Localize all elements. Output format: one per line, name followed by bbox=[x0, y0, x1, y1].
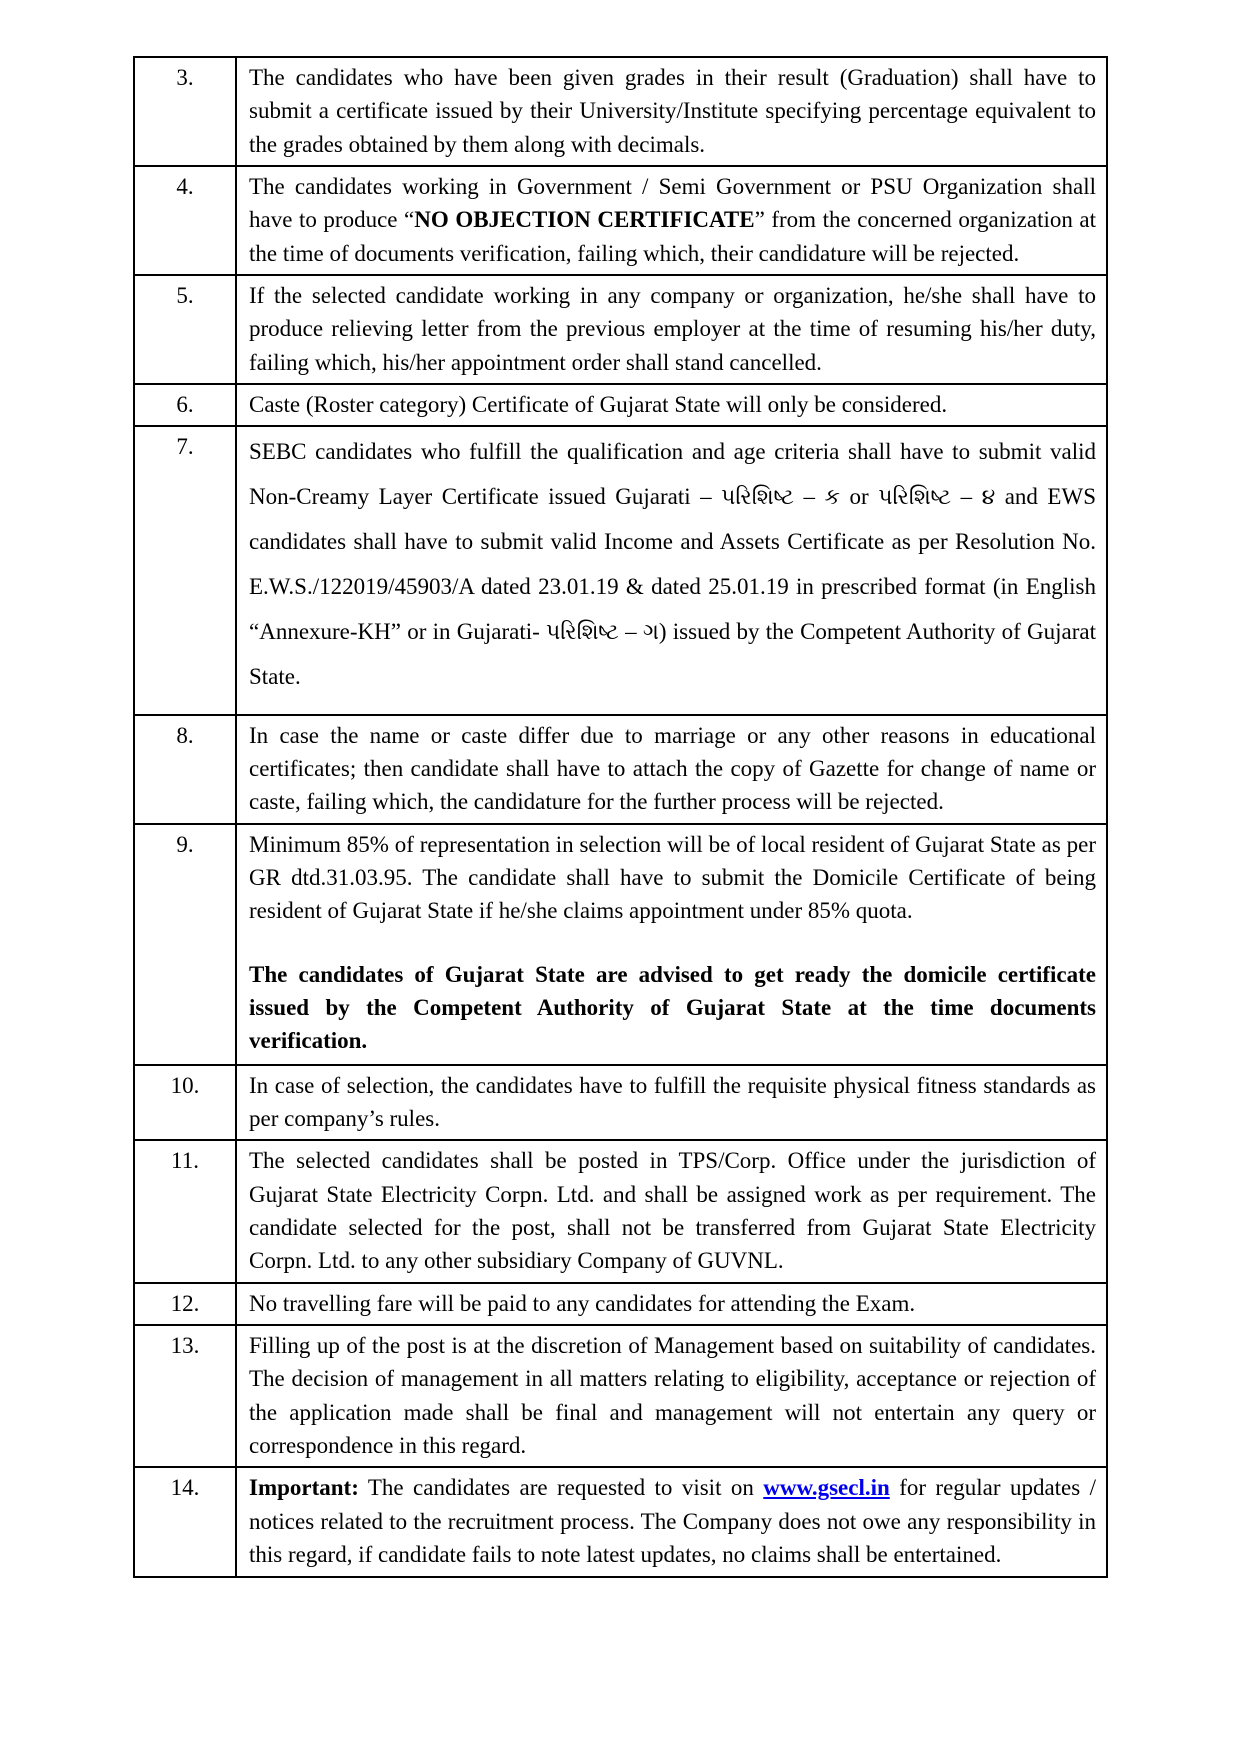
table-row-4 bbox=[134, 166, 1107, 275]
text-segment: – bbox=[793, 484, 825, 510]
text-segment: The candidates who have been given grades in their result (Graduation) shall have to submit a certificate issued by their University/Institute specifying percentage equivalent to the grades obtained by them along with decimals. bbox=[249, 65, 1096, 157]
row-number: 12. bbox=[170, 1290, 200, 1316]
text-segment: The candidates are requested to visit on bbox=[358, 1475, 764, 1501]
row-text-cell bbox=[236, 1325, 1107, 1467]
text-segment: and EWS candidates shall have to submit valid Income and Assets Certificate as per Resolution No. E.W.S./122019/45903/A dated 23.01.19 & dated 25.01.19 in prescribed format (in English “Annexure-KH” or in Gujarati- bbox=[249, 484, 1096, 644]
row-text-cell bbox=[236, 275, 1107, 384]
gujarati-text: પરિશિષ્ટ bbox=[721, 485, 794, 511]
row-number-cell bbox=[134, 1140, 236, 1282]
row-number: 9. bbox=[176, 831, 194, 857]
domicile-advice-bold-note bbox=[249, 958, 1096, 1058]
gujarati-text: ગ bbox=[642, 619, 659, 645]
table-row-3 bbox=[134, 57, 1107, 166]
row-number-cell bbox=[134, 57, 236, 166]
row-7-paragraph bbox=[249, 430, 1096, 699]
text-segment: Caste (Roster category) Certificate of Gujarat State will only be considered. bbox=[249, 392, 948, 418]
table-row-7 bbox=[134, 426, 1107, 714]
row-number-cell bbox=[134, 384, 236, 426]
row-number: 5. bbox=[176, 283, 194, 309]
row-number-cell bbox=[134, 824, 236, 1065]
text-segment: In case of selection, the candidates have to fulfill the requisite physical fitness standards as per company’s rules. bbox=[249, 1072, 1096, 1132]
important-label: Important: bbox=[249, 1475, 359, 1501]
text-segment: If the selected candidate working in any company or organization, he/she shall have to produce relieving letter from the previous employer at the time of resuming his/her duty, failing which, his/her appointment order shall stand cancelled. bbox=[249, 283, 1096, 375]
gujarati-text: પરિશિષ્ટ bbox=[878, 485, 952, 511]
row-number: 14. bbox=[170, 1475, 200, 1501]
text-segment: – bbox=[618, 618, 643, 644]
row-5-paragraph bbox=[249, 279, 1096, 379]
row-number-cell bbox=[134, 1325, 236, 1467]
gujarati-text: ક bbox=[824, 485, 841, 511]
row-10-paragraph bbox=[249, 1069, 1096, 1136]
table-row-12 bbox=[134, 1283, 1107, 1325]
row-14-paragraph bbox=[249, 1471, 1096, 1571]
gsecl-website-link[interactable]: www.gsecl.in bbox=[763, 1475, 890, 1501]
row-number: 8. bbox=[176, 722, 194, 748]
table-row-8 bbox=[134, 715, 1107, 824]
row-number-cell bbox=[134, 275, 236, 384]
table-row-10 bbox=[134, 1065, 1107, 1141]
row-number-cell bbox=[134, 1065, 236, 1141]
row-number: 3. bbox=[176, 65, 194, 90]
row-13-paragraph bbox=[249, 1329, 1096, 1462]
row-text-cell bbox=[236, 715, 1107, 824]
row-text-cell bbox=[236, 824, 1107, 1065]
text-segment: The selected candidates shall be posted in TPS/Corp. Office under the jurisdiction of Gujarat State Electricity Corpn. Ltd. and shall be assigned work as per requirement. The candidate selected for the post, shall not be transferred from Gujarat State Electricity Corpn. Ltd. to any other subsidiary Company of GUVNL. bbox=[249, 1148, 1096, 1274]
table-row-14 bbox=[134, 1467, 1107, 1576]
text-segment: or bbox=[840, 484, 879, 510]
row-text-cell bbox=[236, 1283, 1107, 1325]
row-number-cell bbox=[134, 166, 236, 275]
text-segment: ) issued by the Competent Authority of Gujarat State. bbox=[249, 618, 1097, 689]
row-text-cell bbox=[236, 426, 1107, 714]
row-4-paragraph bbox=[249, 170, 1096, 270]
row-11-paragraph bbox=[249, 1144, 1096, 1277]
row-number: 7. bbox=[176, 434, 194, 460]
row-number: 11. bbox=[171, 1148, 199, 1174]
row-number-cell bbox=[134, 1467, 236, 1576]
row-6-paragraph bbox=[249, 388, 1096, 421]
text-segment: Filling up of the post is at the discretion of Management based on suitability of candidates. The decision of management in all matters relating to eligibility, acceptance or rejection of the application made shall be final and management will not entertain any query or correspondence in this regard. bbox=[249, 1333, 1096, 1459]
notice-table bbox=[133, 56, 1108, 1578]
row-number: 13. bbox=[170, 1333, 200, 1359]
row-number: 4. bbox=[176, 174, 194, 200]
row-text-cell bbox=[236, 1140, 1107, 1282]
row-8-paragraph bbox=[249, 719, 1096, 819]
row-number: 6. bbox=[176, 392, 194, 418]
text-segment: ” from the concerned organization at the time of documents verification, failing which, their candidature will be rejected. bbox=[249, 207, 1097, 266]
row-text-cell bbox=[236, 1467, 1107, 1576]
row-text-cell bbox=[236, 166, 1107, 275]
row-number-cell bbox=[134, 1283, 236, 1325]
text-segment: The candidates working in Government / Semi Government or PSU Organization shall have to produce “ bbox=[249, 174, 1096, 233]
row-text-cell bbox=[236, 384, 1107, 426]
table-row-11 bbox=[134, 1140, 1107, 1282]
row-text-cell bbox=[236, 57, 1107, 166]
row-9-paragraph bbox=[249, 828, 1096, 928]
text-segment: In case the name or caste differ due to marriage or any other reasons in educational certificates; then candidate shall have to attach the copy of Gazette for change of name or caste, failing which, the candidature for the further process will be rejected. bbox=[249, 722, 1096, 815]
row-3-paragraph bbox=[249, 61, 1096, 161]
table-row-13 bbox=[134, 1325, 1107, 1467]
text-segment: The candidates of Gujarat State are advised to get ready the domicile certificate issued by the Competent Authority of Gujarat State at the time documents verification. bbox=[249, 961, 1096, 1054]
text-segment: No travelling fare will be paid to any candidates for attending the Exam. bbox=[249, 1290, 916, 1316]
gujarati-text: ૪ bbox=[981, 485, 996, 511]
text-segment: SEBC candidates who fulfill the qualification and age criteria shall have to submit valid Non-Creamy Layer Certificate issued Gujarati – bbox=[249, 439, 1096, 510]
table-row-9 bbox=[134, 824, 1107, 1065]
no-objection-certificate-bold-text: NO OBJECTION CERTIFICATE bbox=[414, 207, 755, 233]
text-segment: – bbox=[951, 484, 982, 510]
row-text-cell bbox=[236, 1065, 1107, 1141]
row-number-cell bbox=[134, 715, 236, 824]
row-number-cell bbox=[134, 426, 236, 714]
row-number: 10. bbox=[170, 1072, 200, 1098]
text-segment: for regular updates / notices related to the recruitment process. The Company does not owe any responsibility in this regard, if candidate fails to note latest updates, no claims shall be entertained. bbox=[249, 1475, 1097, 1568]
table-row-6 bbox=[134, 384, 1107, 426]
row-12-paragraph bbox=[249, 1287, 1096, 1320]
table-row-5 bbox=[134, 275, 1107, 384]
text-segment: Minimum 85% of representation in selection will be of local resident of Gujarat State as per GR dtd.31.03.95. The candidate shall have to submit the Domicile Certificate of being resident of Gujarat State if he/she claims appointment under 85% quota. bbox=[249, 831, 1096, 924]
gujarati-text: પરિશિષ્ટ bbox=[546, 619, 619, 645]
